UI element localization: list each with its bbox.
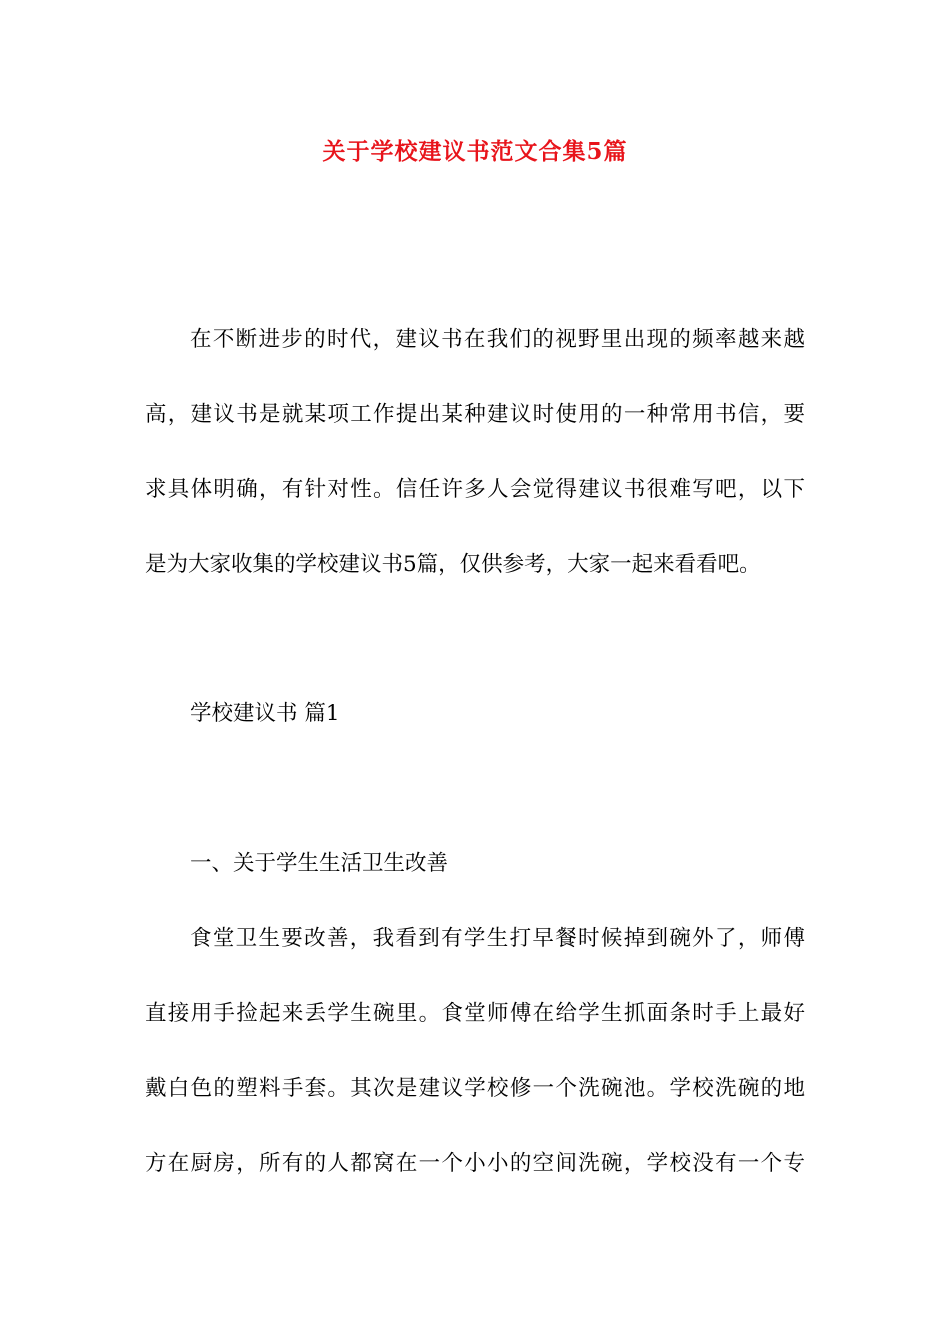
intro-line: 求具体明确，有针对性。信任许多人会觉得建议书很难写吧，以下 (145, 477, 805, 502)
body-line: 方在厨房，所有的人都窝在一个小小的空间洗碗，学校没有一个专 (145, 1151, 805, 1176)
intro-line: 高，建议书是就某项工作提出某种建议时使用的一种常用书信，要 (145, 402, 805, 427)
intro-line: 是为大家收集的学校建议书5篇，仅供参考，大家一起来看看吧。 (145, 552, 761, 577)
body-line: 直接用手捡起来丢学生碗里。食堂师傅在给学生抓面条时手上最好 (145, 1001, 805, 1026)
document-title: 关于学校建议书范文合集5篇 (322, 138, 628, 165)
subsection-heading: 一、关于学生生活卫生改善 (190, 851, 449, 876)
intro-line: 在不断进步的时代，建议书在我们的视野里出现的频率越来越 (190, 327, 805, 352)
body-line: 食堂卫生要改善，我看到有学生打早餐时候掉到碗外了，师傅 (190, 926, 805, 951)
body-line: 戴白色的塑料手套。其次是建议学校修一个洗碗池。学校洗碗的地 (145, 1076, 805, 1101)
section-heading: 学校建议书 篇1 (190, 701, 340, 726)
